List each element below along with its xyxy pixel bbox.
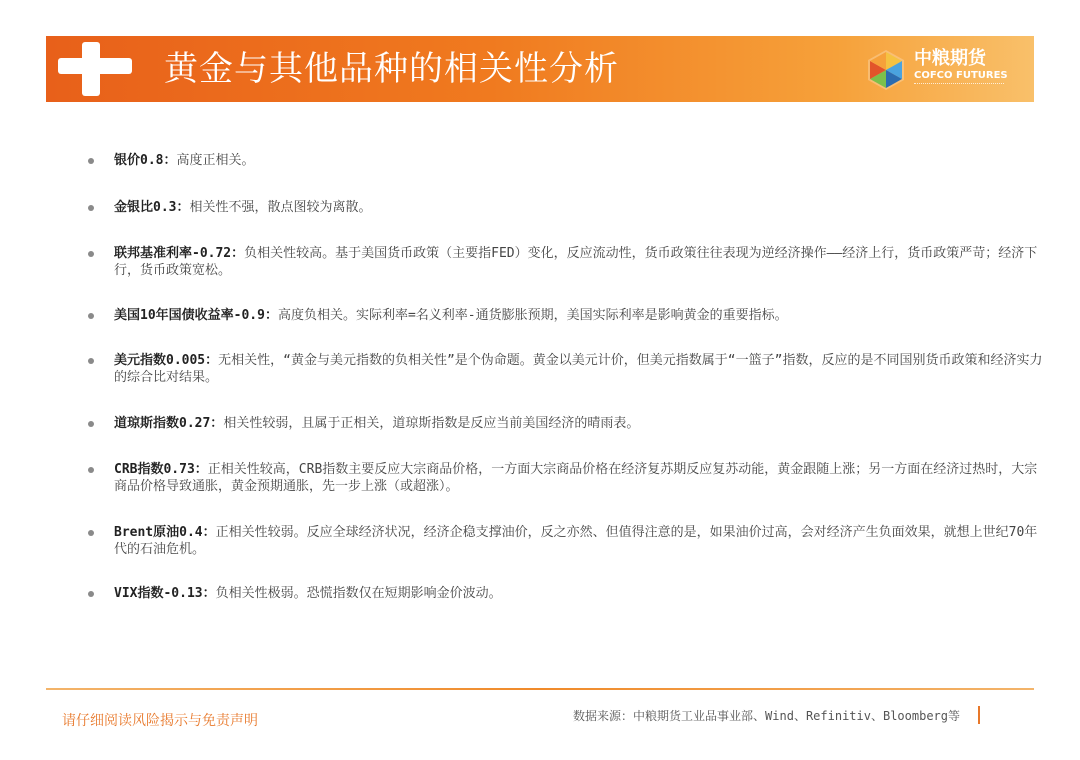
item-label: 银价0.8：: [114, 153, 177, 168]
item-text: 正相关性较高，CRB指数主要反应大宗商品价格，一方面大宗商品价格在经济复苏期反应复苏动能，黄金跟随上涨；另一方面在经济过热时，大宗商品价格导致通胀，黄金预期通胀，先一步上涨（或超涨）。: [114, 462, 1038, 494]
item-text: 高度正相关。: [176, 153, 255, 168]
list-item: [80, 524, 1044, 558]
bullet-icon: [88, 591, 94, 597]
page-title: 黄金与其他品种的相关性分析: [164, 49, 619, 89]
item-label: 联邦基准利率-0.72：: [114, 246, 245, 261]
bullet-icon: [88, 467, 94, 473]
item-text: 相关性较弱，且属于正相关，道琼斯指数是反应当前美国经济的晴雨表。: [223, 416, 640, 431]
list-item: [80, 461, 1044, 495]
cross-vertical-bar: [82, 42, 100, 96]
item-text: 无相关性，“黄金与美元指数的负相关性”是个伪命题。黄金以美元计价，但美元指数属于“一篮子”指数，反应的是不同国别货币政策和经济实力的综合比对结果。: [114, 353, 1043, 385]
header-banner: [46, 36, 1034, 102]
item-label: 美元指数0.005：: [114, 353, 219, 368]
item-label: 金银比0.3：: [114, 200, 190, 215]
logo-slogan-line: [914, 83, 1004, 88]
page-marker: [978, 706, 980, 724]
bullet-icon: [88, 205, 94, 211]
item-label: 道琼斯指数0.27：: [114, 416, 224, 431]
list-item: [80, 199, 1044, 216]
bullet-icon: [88, 251, 94, 257]
list-item: [80, 245, 1044, 279]
company-logo: [864, 46, 1014, 94]
data-source-note: 数据来源：中粮期货工业品事业部、Wind、Refinitiv、Bloomberg等: [573, 709, 960, 723]
item-label: VIX指数-0.13：: [114, 586, 216, 601]
item-text: 正相关性较弱。反应全球经济状况，经济企稳支撑油价，反之亦然、但值得注意的是，如果油价过高，会对经济产生负面效果，就想上世纪70年代的石油危机。: [114, 525, 1038, 557]
bullet-icon: [88, 358, 94, 364]
bullet-icon: [88, 530, 94, 536]
bullet-icon: [88, 421, 94, 427]
list-item: [80, 352, 1044, 386]
list-item: [80, 415, 1044, 432]
list-item: [80, 152, 1044, 169]
cofco-logo-icon: [864, 48, 908, 92]
item-text: 负相关性极弱。恐慌指数仅在短期影响金价波动。: [215, 586, 502, 601]
list-item: [80, 585, 1044, 602]
plus-cross-decoration: [58, 42, 132, 96]
logo-chinese-name: 中粮期货: [914, 48, 986, 69]
footer-divider: [46, 688, 1034, 690]
item-text: 负相关性较高。基于美国货币政策（主要指FED）变化，反应流动性，货币政策往往表现为逆经济操作——经济上行，货币政策严苛；经济下行，货币政策宽松。: [114, 246, 1038, 278]
item-label: CRB指数0.73：: [114, 462, 208, 477]
bullet-icon: [88, 313, 94, 319]
risk-disclaimer-link[interactable]: 请仔细阅读风险揭示与免责声明: [62, 713, 258, 729]
item-label: 美国10年国债收益率-0.9：: [114, 308, 278, 323]
item-label: Brent原油0.4：: [114, 525, 216, 540]
bullet-icon: [88, 158, 94, 164]
item-text: 相关性不强，散点图较为离散。: [189, 200, 372, 215]
logo-english-name: COFCO FUTURES: [914, 70, 1008, 81]
list-item: [80, 307, 1044, 324]
item-text: 高度负相关。实际利率=名义利率-通货膨胀预期，美国实际利率是影响黄金的重要指标。: [277, 308, 788, 323]
